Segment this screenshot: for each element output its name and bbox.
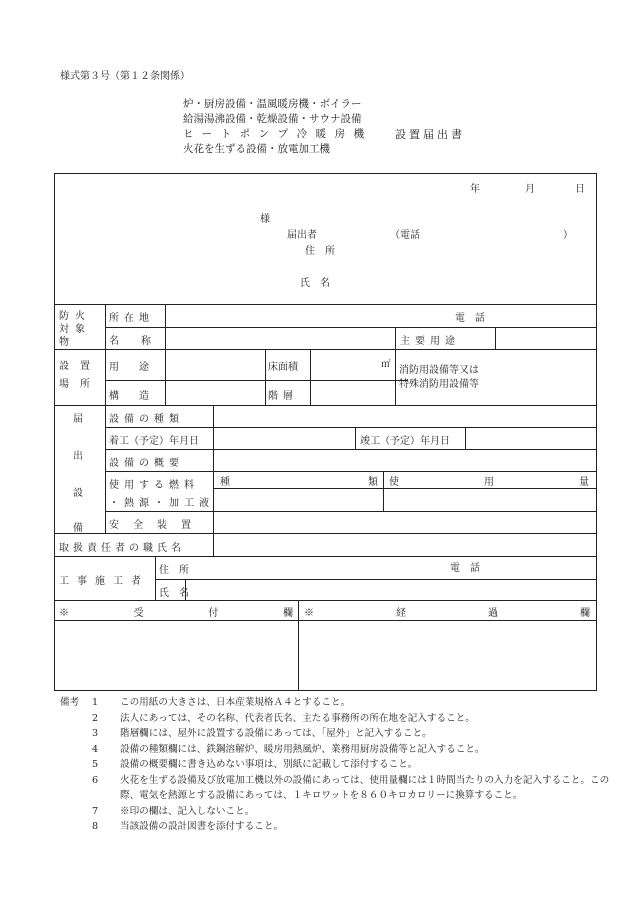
title-line-1: 炉・厨房設備・温風暖房機・ボイラー xyxy=(183,98,362,110)
reception-column-header: ※受付欄 xyxy=(59,608,293,619)
equipment-type-label: 設備の種類 xyxy=(109,414,184,425)
note-item xyxy=(60,742,610,758)
notes-section xyxy=(60,695,610,835)
floor-label: 階層 xyxy=(268,391,298,402)
notification-group-1: 届 xyxy=(73,414,83,425)
note-item xyxy=(60,757,610,773)
notification-group-4: 備 xyxy=(73,523,83,534)
note-number: 8 xyxy=(92,821,99,832)
end-date-label: 竣工（予定）年月日 xyxy=(360,436,450,447)
notes-label: 備考 xyxy=(60,697,80,708)
note-item xyxy=(60,695,610,711)
target-phone-label: 電話 xyxy=(455,313,495,324)
note-number: 7 xyxy=(92,805,99,817)
note-item xyxy=(60,804,610,820)
note-text: 法人にあっては、その名称、代表者氏名、主たる事務所の所在地を記入すること。 xyxy=(120,712,475,724)
note-item xyxy=(60,773,610,804)
notification-group-3: 設 xyxy=(73,488,83,499)
main-use-label: 主要用途 xyxy=(400,336,460,347)
note-text: 階層欄には、屋外に設置する設備にあっては、「屋外」と記入すること。 xyxy=(120,728,432,739)
note-text: この用紙の大きさは、日本産業規格Ａ４とすること。 xyxy=(120,697,351,708)
contractor-label: 工事施工者 xyxy=(59,576,149,587)
floor-area-label: 床面積 xyxy=(268,362,298,373)
location-label: 所在地 xyxy=(109,313,154,324)
fire-target-label: 防火対象物 xyxy=(59,311,91,348)
applicant-address-label: 住所 xyxy=(305,246,345,257)
fire-equipment-line-2: 特殊消防用設備等 xyxy=(399,379,479,390)
area-unit: ㎡ xyxy=(381,359,391,370)
contractor-name-label: 氏名 xyxy=(159,588,199,599)
summary-label: 設備の概要 xyxy=(109,458,184,469)
manager-label: 取扱責任者の職氏名 xyxy=(59,543,185,554)
date-month: 月 xyxy=(525,184,535,195)
title-line-2: 給湯湯沸設備・乾燥設備・サウナ設備 xyxy=(183,113,362,125)
fuel-usage-label: 使用量 xyxy=(389,477,589,488)
applicant-name-label: 氏名 xyxy=(300,278,340,289)
date-year: 年 xyxy=(470,184,480,195)
note-item xyxy=(60,726,610,742)
note-text: ※印の欄は、記入しないこと。 xyxy=(120,805,255,817)
note-number: 5 xyxy=(92,759,99,770)
fuel-kind-label: 種類 xyxy=(220,477,378,488)
progress-column-header: ※経過欄 xyxy=(304,608,590,619)
fuel-label-1: 使用する燃料 xyxy=(109,480,199,491)
notification-form xyxy=(54,173,597,691)
target-name-label: 名称 xyxy=(109,336,173,347)
install-place-label: 設置場所 xyxy=(59,361,101,390)
contractor-phone-label: 電話 xyxy=(450,563,490,574)
note-item xyxy=(60,711,610,727)
fuel-label-2: ・熱源・加工液 xyxy=(109,498,214,509)
note-item xyxy=(60,819,610,835)
note-text: 設備の概要欄に書き込めない事項は、別紙に記載して添付すること。 xyxy=(120,759,418,770)
fire-equipment-line-1: 消防用設備等又は xyxy=(399,365,479,376)
notification-group-2: 出 xyxy=(73,451,83,462)
title-line-3: ヒートポンプ冷暖房機 xyxy=(183,128,373,140)
install-use-label: 用途 xyxy=(109,362,169,373)
note-text: 火花を生ずる設備及び放電加工機以外の設備にあっては、使用量欄には１時間当たりの入力を記入すること。この際、電気を熱源とする設備にあっては、１キロワットを８６０キロカロリーに換算すること。 xyxy=(120,774,610,801)
title-line-4: 火花を生ずる設備・放電加工機 xyxy=(183,143,330,155)
applicant-label: 届出者 xyxy=(287,230,317,241)
form-title xyxy=(183,97,373,157)
structure-label: 構造 xyxy=(109,391,169,402)
safety-device-label: 安全装置 xyxy=(109,520,205,531)
note-number: 6 xyxy=(92,774,99,786)
note-number: 2 xyxy=(92,712,99,724)
fire-equipment-label xyxy=(399,364,479,392)
form-number: 様式第３号（第１２条関係） xyxy=(60,71,190,82)
applicant-phone-close: ） xyxy=(563,230,573,241)
start-date-label: 着工（予定）年月日 xyxy=(109,436,199,447)
date-day: 日 xyxy=(575,184,585,195)
applicant-phone-label: （電話 xyxy=(390,230,420,241)
note-number: 4 xyxy=(92,743,99,755)
note-text: 当該設備の設計図書を添付すること。 xyxy=(120,821,284,832)
addressee-sama: 様 xyxy=(260,214,270,225)
note-number: 3 xyxy=(92,728,99,739)
contractor-address-label: 住所 xyxy=(159,565,199,576)
title-suffix: 設置届出書 xyxy=(395,128,465,141)
note-number: 1 xyxy=(92,697,99,708)
note-text: 設備の種類欄には、鉄鋼溶解炉、暖房用熱風炉、業務用厨房設備等と記入すること。 xyxy=(120,743,485,755)
